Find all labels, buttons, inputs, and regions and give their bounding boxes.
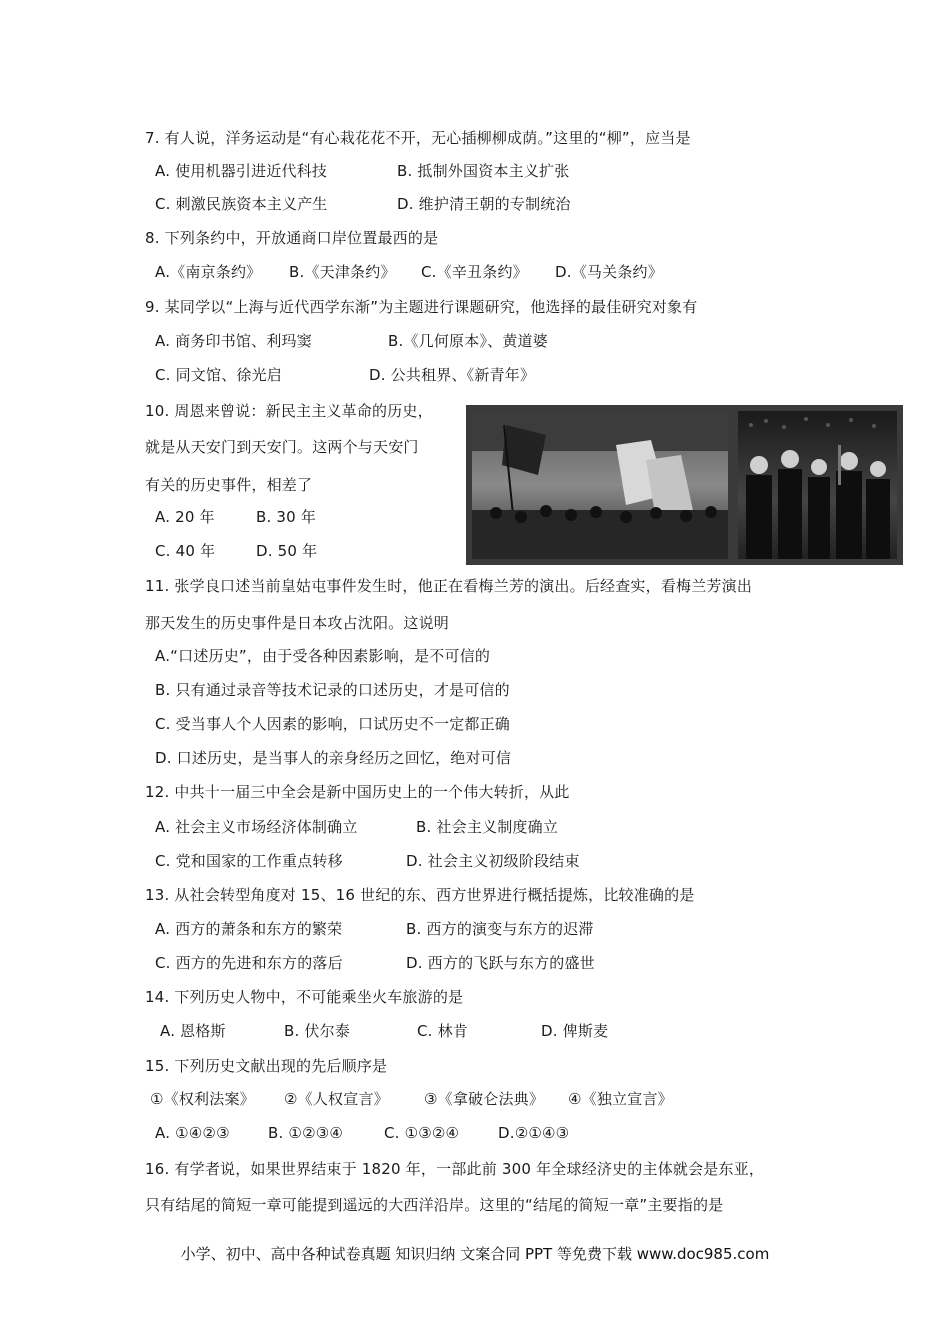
q14-stem: 14. 下列历史人物中，不可能乘坐火车旅游的是 [145,988,464,1006]
q13-option-c: C. 西方的先进和东方的落后 [155,954,343,972]
q14-option-d: D. 俾斯麦 [541,1022,609,1040]
q10-stem-line1: 10. 周恩来曾说：新民主主义革命的历史， [145,402,433,420]
tiananmen-photos [466,405,903,565]
q15-item-3: ③《拿破仑法典》 [424,1090,545,1108]
q11-stem-line2: 那天发生的历史事件是日本攻占沈阳。这说明 [145,614,450,632]
q8-option-c: C.《辛丑条约》 [421,263,528,281]
q10-option-b: B. 30 年 [256,508,317,526]
q13-option-b: B. 西方的演变与东方的迟滞 [406,920,594,938]
q15-option-b: B. ①②③④ [268,1124,344,1142]
q13-stem: 13. 从社会转型角度对 15、16 世纪的东、西方世界进行概括提炼，比较准确的是 [145,886,695,904]
q9-stem: 9. 某同学以“上海与近代西学东渐”为主题进行课题研究，他选择的最佳研究对象有 [145,298,698,316]
q15-item-1: ①《权利法案》 [150,1090,255,1108]
q8-option-a: A.《南京条约》 [155,263,262,281]
q10-option-c: C. 40 年 [155,542,216,560]
q15-option-a: A. ①④②③ [155,1124,230,1142]
q9-option-c: C. 同文馆、徐光启 [155,366,283,384]
q14-option-a: A. 恩格斯 [160,1022,226,1040]
q7-option-a: A. 使用机器引进近代科技 [155,162,328,180]
q9-option-d: D. 公共租界、《新青年》 [369,366,536,384]
q13-option-a: A. 西方的萧条和东方的繁荣 [155,920,343,938]
q11-option-b: B. 只有通过录音等技术记录的口述历史，才是可信的 [155,681,510,699]
q12-option-c: C. 党和国家的工作重点转移 [155,852,343,870]
q10-option-d: D. 50 年 [256,542,318,560]
q10-stem-line2: 就是从天安门到天安门。这两个与天安门 [145,438,419,456]
q15-stem: 15. 下列历史文献出现的先后顺序是 [145,1057,388,1075]
q12-option-b: B. 社会主义制度确立 [416,818,559,836]
q11-stem-line1: 11. 张学良口述当前皇姑屯事件发生时，他正在看梅兰芳的演出。后经查实，看梅兰芳演出 [145,577,753,595]
q8-stem: 8. 下列条约中，开放通商口岸位置最西的是 [145,229,439,247]
q9-option-b: B.《几何原本》、黄道婆 [388,332,548,350]
q12-stem: 12. 中共十一届三中全会是新中国历史上的一个伟大转折，从此 [145,783,570,801]
q15-option-c: C. ①③②④ [384,1124,460,1142]
q7-option-c: C. 刺激民族资本主义产生 [155,195,328,213]
q11-option-a: A.“口述历史”，由于受各种因素影响，是不可信的 [155,647,491,665]
q7-option-d: D. 维护清王朝的专制统治 [397,195,571,213]
q11-option-c: C. 受当事人个人因素的影响，口试历史不一定都正确 [155,715,511,733]
q13-option-d: D. 西方的飞跃与东方的盛世 [406,954,595,972]
q14-option-b: B. 伏尔泰 [284,1022,351,1040]
q10-stem-line3: 有关的历史事件，相差了 [145,476,313,494]
q9-option-a: A. 商务印书馆、利玛窦 [155,332,312,350]
q7-option-b: B. 抵制外国资本主义扩张 [397,162,570,180]
founding-ceremony-photo [738,411,897,559]
q8-option-b: B.《天津条约》 [289,263,396,281]
page-footer: 小学、初中、高中各种试卷真题 知识归纳 文案合同 PPT 等免费下载 www.doc985.com [180,1245,770,1263]
q16-stem-line1: 16. 有学者说，如果世界结束于 1820 年，一部此前 300 年全球经济史的主体就会是东亚， [145,1160,765,1178]
q12-option-a: A. 社会主义市场经济体制确立 [155,818,358,836]
q15-option-d: D.②①④③ [498,1124,570,1142]
q7-stem: 7. 有人说，洋务运动是“有心栽花花不开，无心插柳柳成荫。”这里的“柳”，应当是 [145,129,691,147]
q11-option-d: D. 口述历史，是当事人的亲身经历之回忆，绝对可信 [155,749,512,767]
q15-item-4: ④《独立宣言》 [568,1090,673,1108]
q14-option-c: C. 林肯 [417,1022,469,1040]
q16-stem-line2: 只有结尾的简短一章可能提到遥远的大西洋沿岸。这里的“结尾的简短一章”主要指的是 [145,1196,724,1214]
q15-item-2: ②《人权宣言》 [284,1090,389,1108]
q10-option-a: A. 20 年 [155,508,215,526]
q12-option-d: D. 社会主义初级阶段结束 [406,852,580,870]
q8-option-d: D.《马关条约》 [555,263,663,281]
may-fourth-photo [472,411,728,559]
